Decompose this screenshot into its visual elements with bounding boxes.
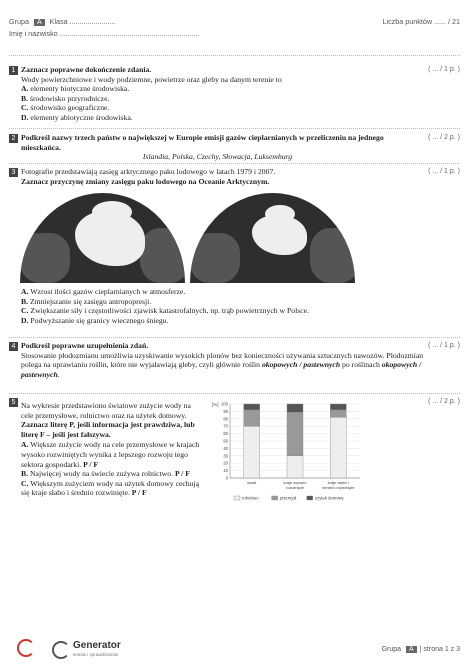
question-2 [21, 133, 414, 162]
score-q1: ( ... / 1 p. ) [428, 66, 460, 73]
water-use-chart [210, 398, 370, 513]
y-tick-label: 50 [223, 438, 228, 444]
footer-group-label: Grupa [381, 646, 402, 653]
x-tick-label: średnio rozwinięte [322, 485, 355, 490]
question-number-1: 1 [9, 66, 18, 75]
year-2007: 2007 [200, 199, 212, 205]
y-tick-label: 20 [223, 460, 228, 466]
bar-0-1 [244, 410, 260, 426]
score-q5: ( ... / 2 p. ) [428, 398, 460, 405]
y-tick-label: 100 [221, 401, 228, 407]
legend-label-0: rolnictwo [242, 495, 259, 501]
bar-0-2 [244, 404, 260, 410]
q4-choice-1[interactable]: okopowych / pastewnych [261, 360, 341, 370]
q1-option-b[interactable]: B. środowisko przyrodnicze. [21, 93, 110, 103]
y-tick-label: 60 [223, 431, 228, 437]
q4-body: Stosowanie płodozmianu umożliwia uzyskiwanie wysokich plonów bez konieczności używania sztucznych nawozów. Płodozmian polega na uprawianiu roślin, które nie wyjaławiają gleby, czyli głównie roślin okopowych / pastewnych po roślinach okopowych / pastewnych. [21, 350, 424, 379]
question-5 [21, 401, 204, 498]
legend-swatch-2 [307, 496, 313, 500]
score-q4: ( ... / 1 p. ) [428, 342, 460, 349]
header-group-class [9, 17, 116, 26]
question-number-3: 3 [9, 168, 18, 177]
q1-option-c[interactable]: C. środowisko geograficzne. [21, 103, 110, 113]
bar-1-1 [287, 412, 303, 456]
legend-swatch-0 [234, 496, 240, 500]
q1-text: Wody powierzchniowe i wody podziemne, powietrze oraz gleby na danym terenie to [21, 74, 282, 84]
footer-page-number: strona 1 z 3 [423, 646, 460, 653]
q4-choice-2[interactable]: okopowych / pastewnych [21, 360, 422, 379]
logo-circle-icon [17, 639, 35, 657]
bar-2-0 [330, 417, 346, 478]
q1-title: Zaznacz poprawne dokończenie zdania. [21, 65, 152, 74]
q3-title: Zaznacz przyczynę zmiany zasięgu paku lodowego na Oceanie Arktycznym. [21, 176, 270, 186]
q3-option-b[interactable]: B. Zmniejszanie się zasięgu antropopresji. [21, 296, 152, 306]
legend-swatch-1 [272, 496, 278, 500]
nowa-era-logo [15, 636, 37, 658]
generator-subtitle: testów i sprawdzianów [73, 652, 119, 657]
question-3 [21, 167, 444, 186]
bar-1-0 [287, 456, 303, 478]
question-number-2: 2 [9, 134, 18, 143]
y-tick-label: 0 [225, 475, 228, 481]
q3-option-a[interactable]: A. Wzrost ilości gazów cieplarnianych w atmosferze. [21, 287, 186, 296]
generator-logo-icon [52, 641, 70, 659]
bar-1-2 [287, 404, 303, 412]
arctic-photo-1979 [20, 193, 185, 283]
q4-title: Podkreśl poprawne uzupełnienia zdań. [21, 341, 149, 350]
legend-label-1: przemysł [279, 495, 297, 501]
q5-instruction: Zaznacz literę P, jeśli informacja jest prawdziwa, lub literę F – jeśli jest fałszywa. [21, 420, 195, 439]
group-badge: A [34, 19, 45, 26]
bar-2-1 [330, 410, 346, 417]
y-tick-label: 30 [223, 453, 228, 459]
question-number-4: 4 [9, 342, 18, 351]
q5-statement-b: B. Najwięcej wody na świecie zużywa rolnictwo. P / F [21, 469, 190, 479]
group-label: Grupa [9, 17, 29, 26]
score-q2: ( ... / 2 p. ) [428, 134, 460, 141]
q5-pf-a[interactable]: P / F [83, 459, 99, 469]
q1-option-d[interactable]: D. elementy abiotyczne środowiska. [21, 112, 133, 122]
q3-options [21, 287, 444, 325]
x-tick-label: kraje wysoko [283, 480, 307, 485]
q3-option-d[interactable]: D. Podwyższanie się granicy wiecznego śniegu. [21, 315, 169, 325]
q5-intro: Na wykresie przedstawiono światowe zużycie wody na cele przemysłowe, rolnictwo oraz na użytek domowy. [21, 401, 191, 420]
q1-option-a[interactable]: A. elementy biotyczne środowiska. [21, 84, 130, 94]
legend-label-2: użytek domowy [314, 495, 344, 501]
name-field: Imię i nazwisko ...................................................................... [9, 29, 200, 38]
q5-statement-c: C. Większym zużyciem wody na użytek domowy cechują się kraje słabo i średnio rozwinięte. P / F [21, 478, 200, 498]
question-1 [21, 65, 444, 123]
points-field: Liczba punktów ...... / 21 [382, 17, 460, 26]
x-tick-label: rozwinięte [285, 485, 305, 490]
q5-pf-b[interactable]: P / F [174, 469, 190, 479]
y-tick-label: 40 [223, 445, 228, 451]
x-tick-label: świat [247, 480, 257, 485]
x-tick-label: kraje słabo i [327, 480, 350, 485]
question-number-5: 5 [9, 398, 18, 407]
y-tick-label: 10 [223, 468, 228, 474]
q5-pf-c[interactable]: P / F [131, 488, 147, 498]
q5-statement-a: A. Większe zużycie wody na cele przemysłowe w krajach wysoko rozwiniętych wynika z lepszego rozwoju tego sektora gospodarki. P / F [21, 440, 200, 469]
q2-title: Podkreśl nazwy trzech państw o największej w Europie emisji gazów cieplarnianych w przeliczeniu na jednego mieszkańca. [21, 133, 384, 152]
bar-2-2 [330, 404, 346, 410]
y-tick-label: 80 [223, 416, 228, 422]
arctic-photo-2007 [190, 193, 355, 283]
score-q3: ( ... / 1 p. ) [428, 168, 460, 175]
question-4 [21, 341, 444, 379]
footer-page-info: Grupa A | strona 1 z 3 [381, 646, 460, 653]
y-tick-label: 90 [223, 408, 228, 414]
class-field: Klasa ....................... [49, 17, 116, 26]
bar-0-0 [244, 426, 260, 478]
generator-label: Generator [73, 640, 121, 651]
q3-option-c[interactable]: C. Zwiększanie siły i częstotliwości zjawisk katastrofalnych, np. trąb powietrznych w Polsce. [21, 306, 309, 316]
q3-text: Fotografie przedstawiają zasięg arktycznego paku lodowego w latach 1979 i 2007. [21, 167, 276, 176]
q2-countries[interactable]: Islandia, Polska, Czechy, Słowacja, Luksemburg [142, 152, 293, 162]
y-tick-label: 70 [223, 423, 228, 429]
footer-group-badge: A [406, 646, 417, 653]
year-1979: 1979 [30, 199, 42, 205]
y-axis-label: [%] [212, 402, 219, 407]
